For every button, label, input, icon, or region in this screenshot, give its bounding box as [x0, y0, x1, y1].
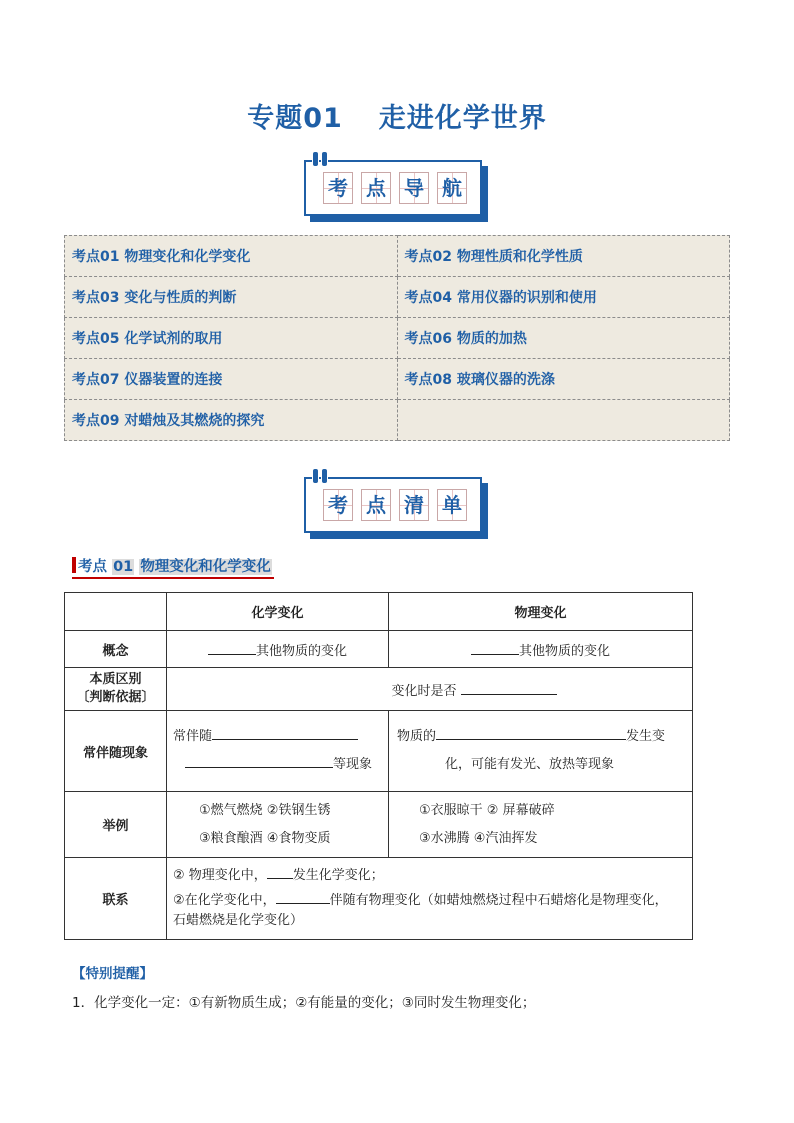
nav-item-03[interactable]: 考点03 变化与性质的判断: [65, 277, 398, 318]
row-label-concept: 概念: [65, 631, 167, 668]
title-part1: 专题01: [247, 103, 343, 134]
relation-content: [167, 858, 693, 940]
nav-item-08[interactable]: 考点08 玻璃仪器的洗涤: [397, 359, 730, 400]
nav-banner-char-1: 考: [323, 172, 353, 204]
concept-chem: [167, 631, 389, 668]
phenom-phys: [389, 711, 693, 792]
nav-item-06[interactable]: 考点06 物质的加热: [397, 318, 730, 359]
blank-line[interactable]: [471, 642, 519, 655]
relation-line1-a: ② 物理变化中，: [173, 868, 267, 883]
header-chemical-change: 化学变化: [167, 593, 389, 631]
tip-title: 【特别提醒】: [72, 966, 153, 982]
row-label-relation: 联系: [65, 858, 167, 940]
nav-banner-char-2: 点: [361, 172, 391, 204]
phenom-phys-b: 发生变: [626, 729, 666, 744]
list-banner-char-3: 清: [399, 489, 429, 521]
example-chem-1: ①燃气燃烧 ②铁钢生锈: [199, 802, 331, 818]
row-label-essence: [65, 668, 167, 711]
nav-banner-char-3: 导: [399, 172, 429, 204]
title-part2: 走进化学世界: [378, 103, 547, 134]
blank-line[interactable]: [461, 682, 557, 695]
header-physical-change: 物理变化: [389, 593, 693, 631]
nav-item-01[interactable]: 考点01 物理变化和化学变化: [65, 236, 398, 277]
example-chem-2: ③粮食酿酒 ④食物变质: [199, 830, 331, 846]
essence-text: 变化时是否: [391, 683, 457, 699]
tip-text: 1．化学变化一定：①有新物质生成；②有能量的变化；③同时发生物理变化；: [72, 995, 536, 1011]
blank-line[interactable]: [276, 891, 330, 904]
nav-item-empty: [397, 400, 730, 441]
relation-line2-b: 伴随有物理变化（如蜡烛燃烧过程中石蜡熔化是物理变化，: [329, 893, 668, 908]
row-label-phenomena: 常伴随现象: [65, 711, 167, 792]
blank-line[interactable]: [267, 866, 293, 879]
section-title: 物理变化和化学变化: [140, 559, 271, 575]
relation-line2-a: ②在化学变化中，: [173, 893, 276, 908]
phenom-chem-a: 常伴随: [173, 729, 213, 744]
list-banner: [304, 477, 488, 539]
nav-item-07[interactable]: 考点07 仪器装置的连接: [65, 359, 398, 400]
essence-content: [167, 668, 693, 711]
blank-line[interactable]: [212, 727, 358, 740]
page-title: [0, 96, 794, 135]
essence-label-1: 本质区别: [89, 672, 142, 687]
nav-item-04[interactable]: 考点04 常用仪器的识别和使用: [397, 277, 730, 318]
section-number: 01: [113, 559, 134, 575]
relation-line3: 石蜡燃烧是化学变化）: [173, 913, 304, 928]
section-heading: [72, 555, 274, 579]
example-phys-2: ③水沸腾 ④汽油挥发: [419, 830, 538, 846]
example-phys: [389, 792, 693, 858]
blank-line[interactable]: [185, 755, 333, 768]
phenom-chem-b: 等现象: [333, 757, 373, 772]
nav-item-09[interactable]: 考点09 对蜡烛及其燃烧的探究: [65, 400, 398, 441]
concept-chem-text: 其他物质的变化: [255, 643, 347, 659]
nav-item-02[interactable]: 考点02 物理性质和化学性质: [397, 236, 730, 277]
blank-line[interactable]: [208, 642, 256, 655]
concept-phys: [389, 631, 693, 668]
example-chem: [167, 792, 389, 858]
blank-line[interactable]: [436, 727, 626, 740]
list-banner-char-2: 点: [361, 489, 391, 521]
nav-banner-char-4: 航: [437, 172, 467, 204]
concept-phys-text: 其他物质的变化: [518, 643, 610, 659]
essence-label-2: 〔判断依据〕: [76, 690, 155, 705]
phenom-chem: [167, 711, 389, 792]
phenom-phys-c: 化，可能有发光、放热等现象: [445, 757, 615, 772]
example-phys-1: ①衣服晾干 ② 屏幕破碎: [419, 802, 555, 818]
phenom-phys-a: 物质的: [397, 729, 437, 744]
nav-item-05[interactable]: 考点05 化学试剂的取用: [65, 318, 398, 359]
table-corner: [65, 593, 167, 631]
relation-line1-b: 发生化学变化；: [292, 868, 384, 883]
section-prefix: 考点: [78, 559, 107, 575]
row-label-example: 举例: [65, 792, 167, 858]
nav-grid: [64, 235, 730, 441]
list-banner-char-4: 单: [437, 489, 467, 521]
comparison-table: [64, 592, 693, 940]
list-banner-char-1: 考: [323, 489, 353, 521]
nav-banner: [304, 160, 488, 222]
section-marker-icon: [72, 557, 76, 573]
